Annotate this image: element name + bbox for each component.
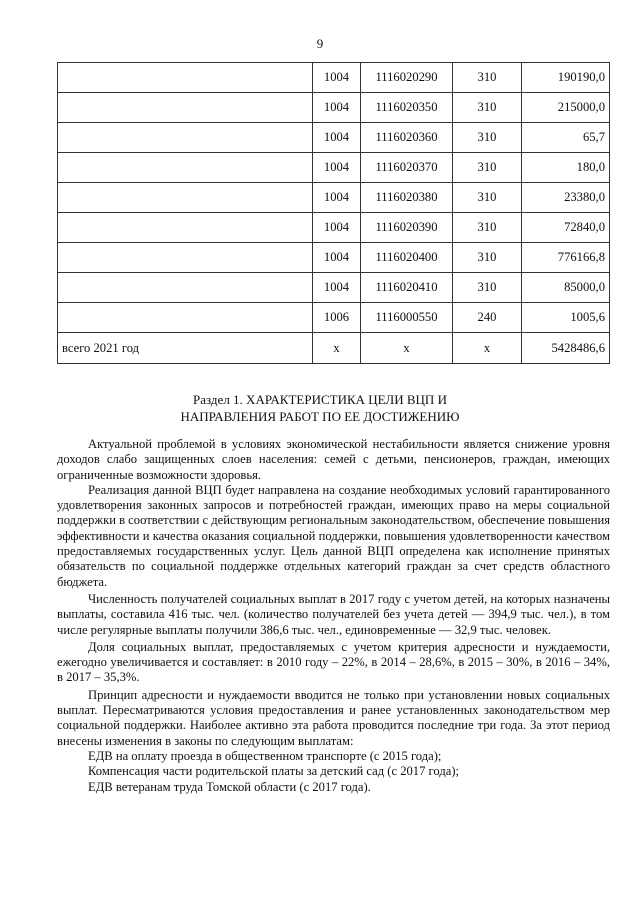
target-article-cell: 1116020350 <box>361 93 453 123</box>
row-label-cell <box>58 63 313 93</box>
list-item: ЕДВ ветеранам труда Томской области (с 2017 года). <box>88 779 371 794</box>
section-code-cell: 1004 <box>313 213 361 243</box>
paragraph: Актуальной проблемой в условиях экономической нестабильности является снижение уровня доходов слабо защищенных слоев населения: семей с детьми, пенсионеров, граждан, имеющих ограниченные возможности здоровья. <box>57 437 610 482</box>
target-article-cell: 1116020400 <box>361 243 453 273</box>
target-article-cell: 1116020360 <box>361 123 453 153</box>
table-row <box>58 63 610 93</box>
table-row <box>58 273 610 303</box>
expense-type-cell: 310 <box>453 123 522 153</box>
section-code-cell: 1004 <box>313 123 361 153</box>
amount-cell: 1005,6 <box>522 303 610 333</box>
table-row <box>58 183 610 213</box>
target-article-cell: 1116020370 <box>361 153 453 183</box>
table-row <box>58 303 610 333</box>
total-section-code-cell: х <box>313 333 361 364</box>
section-heading-line-2: НАПРАВЛЕНИЯ РАБОТ ПО ЕЕ ДОСТИЖЕНИЮ <box>180 409 460 424</box>
table-row <box>58 213 610 243</box>
expense-type-cell: 310 <box>453 273 522 303</box>
row-label-cell <box>58 123 313 153</box>
expense-type-cell: 240 <box>453 303 522 333</box>
paragraph: Принцип адресности и нуждаемости вводится не только при установлении новых социальных выплат. Пересматриваются условия предоставления и ранее установленных законодательством мер социальной поддержки. Наиболее активно эта работа проводится последние три года. За этот период внесены изменения в законы по следующим выплатам: <box>57 687 610 748</box>
amount-cell: 85000,0 <box>522 273 610 303</box>
section-code-cell: 1004 <box>313 93 361 123</box>
page-number: 9 <box>316 36 324 51</box>
section-body <box>57 437 610 795</box>
total-row-label-cell: всего 2021 год <box>58 333 313 364</box>
total-expense-type-cell: х <box>453 333 522 364</box>
paragraph: Доля социальных выплат, предоставляемых с учетом критерия адресности и нуждаемости, ежегодно увеличивается и составляет: в 2010 году – 22%, в 2014 – 28,6%, в 2015 – 30%, в 2016 – 34%, в 2017 – 35,3%. <box>57 639 610 685</box>
amount-cell: 190190,0 <box>522 63 610 93</box>
target-article-cell: 1116020410 <box>361 273 453 303</box>
section-code-cell: 1004 <box>313 63 361 93</box>
table-row <box>58 93 610 123</box>
row-label-cell <box>58 303 313 333</box>
row-label-cell <box>58 93 313 123</box>
target-article-cell: 1116000550 <box>361 303 453 333</box>
row-label-cell <box>58 243 313 273</box>
table-row <box>58 153 610 183</box>
amount-cell: 215000,0 <box>522 93 610 123</box>
total-row <box>58 333 610 364</box>
expense-type-cell: 310 <box>453 153 522 183</box>
amount-cell: 65,7 <box>522 123 610 153</box>
table-row <box>58 243 610 273</box>
target-article-cell: 1116020380 <box>361 183 453 213</box>
section-code-cell: 1006 <box>313 303 361 333</box>
list-item: Компенсация части родительской платы за детский сад (с 2017 года); <box>88 764 460 779</box>
section-heading-line-1: Раздел 1. ХАРАКТЕРИСТИКА ЦЕЛИ ВЦП И <box>193 392 447 407</box>
expense-type-cell: 310 <box>453 243 522 273</box>
section-code-cell: 1004 <box>313 153 361 183</box>
expense-type-cell: 310 <box>453 183 522 213</box>
section-heading <box>0 391 640 425</box>
paragraph: Реализация данной ВЦП будет направлена на создание необходимых условий гарантированного удовлетворения законных запросов и потребностей граждан, имеющих право на меры социальной поддержки в соответствии с действующим региональным законодательством, обеспечение повышения эффективности и качества оказания социальной поддержки, повышения удовлетворенности качеством предоставляемых государственных услуг. Цель данной ВЦП определена как исполнение принятых обязательств по социальной поддержке отдельных категорий граждан за счет средств областного бюджета. <box>57 482 610 589</box>
paragraph: Численность получателей социальных выплат в 2017 году с учетом детей, на которых назначены выплаты, составила 416 тыс. чел. (количество получателей без учета детей — 394,9 тыс. чел.), в том числе регулярные выплаты получили 386,6 тыс. чел., единовременные — 32,9 тыс. человек. <box>57 591 610 637</box>
row-label-cell <box>58 183 313 213</box>
total-amount-cell: 5428486,6 <box>522 333 610 364</box>
section-code-cell: 1004 <box>313 183 361 213</box>
amount-cell: 23380,0 <box>522 183 610 213</box>
row-label-cell <box>58 213 313 243</box>
expense-type-cell: 310 <box>453 63 522 93</box>
row-label-cell <box>58 273 313 303</box>
expense-type-cell: 310 <box>453 213 522 243</box>
amount-cell: 180,0 <box>522 153 610 183</box>
list-item: ЕДВ на оплату проезда в общественном транспорте (с 2015 года); <box>88 748 442 763</box>
table-row <box>58 123 610 153</box>
target-article-cell: 1116020390 <box>361 213 453 243</box>
section-code-cell: 1004 <box>313 243 361 273</box>
budget-table <box>57 62 610 364</box>
section-code-cell: 1004 <box>313 273 361 303</box>
amount-cell: 776166,8 <box>522 243 610 273</box>
expense-type-cell: 310 <box>453 93 522 123</box>
amount-cell: 72840,0 <box>522 213 610 243</box>
total-target-article-cell: х <box>361 333 453 364</box>
target-article-cell: 1116020290 <box>361 63 453 93</box>
row-label-cell <box>58 153 313 183</box>
